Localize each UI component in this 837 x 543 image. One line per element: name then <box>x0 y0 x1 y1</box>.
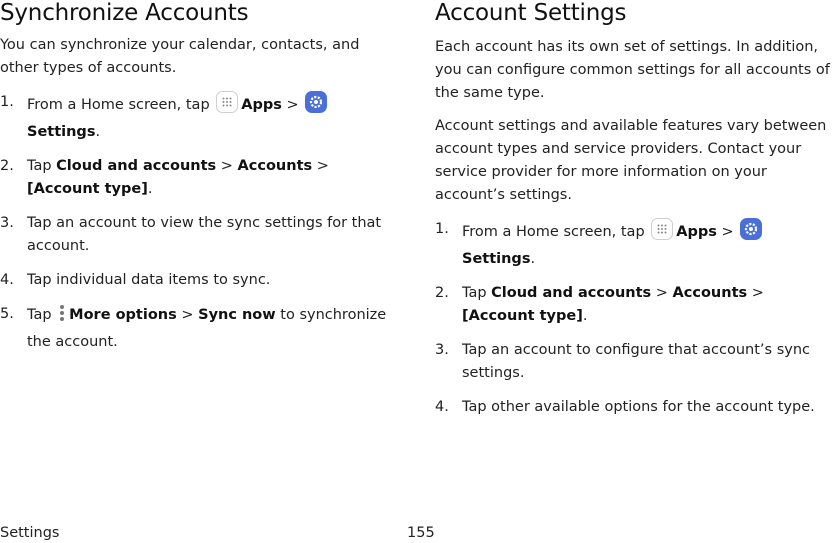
punctuation: . <box>95 124 101 140</box>
cloud-accounts-label: Cloud and accounts <box>56 158 217 174</box>
sync-steps <box>0 91 400 354</box>
settings-icon <box>740 218 762 248</box>
separator: > <box>721 224 734 240</box>
step-number: 4. <box>0 272 14 288</box>
accounts-label: Accounts <box>672 285 748 301</box>
step-number: 2. <box>0 158 14 174</box>
separator: > <box>316 158 329 174</box>
accounts-label: Accounts <box>237 158 313 174</box>
sync-step-2 <box>0 155 400 201</box>
step-number: 4. <box>435 399 449 415</box>
sync-now-label: Sync now <box>198 307 276 323</box>
settings-icon <box>305 91 327 121</box>
sync-step-1 <box>0 91 400 144</box>
apps-label: Apps <box>676 224 717 240</box>
account-settings-intro-2: Account settings and available features vary between account types and service providers. Contact your service provider for more information on your account’s settings. <box>435 118 827 203</box>
more-options-icon <box>58 303 66 331</box>
step-text: Tap individual data items to sync. <box>27 272 271 288</box>
separator: > <box>286 97 299 113</box>
right-column <box>435 0 835 430</box>
apps-icon <box>216 91 238 121</box>
step-text: to synchronize the account. <box>27 307 387 350</box>
separator: > <box>181 307 194 323</box>
more-options-label: More options <box>69 307 177 323</box>
sync-step-5 <box>0 303 400 354</box>
sync-step-3 <box>0 212 400 258</box>
step-text: Tap <box>462 285 487 301</box>
step-text: Tap an account to configure that account’s sync settings. <box>462 342 811 381</box>
account-step-2 <box>435 282 835 328</box>
sync-step-4 <box>0 269 400 292</box>
punctuation: . <box>582 308 588 324</box>
apps-label: Apps <box>241 97 282 113</box>
account-step-1 <box>435 218 835 271</box>
step-text: Tap <box>27 307 52 323</box>
step-number: 3. <box>435 342 449 358</box>
step-number: 5. <box>0 306 14 322</box>
page-number: 155 <box>407 525 435 541</box>
account-type-label: [Account type] <box>462 308 583 324</box>
apps-icon <box>651 218 673 248</box>
separator: > <box>655 285 668 301</box>
step-text: From a Home screen, tap <box>27 97 210 113</box>
sync-intro: You can synchronize your calendar, contacts, and other types of accounts. <box>0 37 360 76</box>
separator: > <box>220 158 233 174</box>
step-text: Tap an account to view the sync settings for that account. <box>27 215 382 254</box>
account-step-4 <box>435 396 835 419</box>
section-title-account-settings: Account Settings <box>435 0 627 26</box>
step-number: 1. <box>0 94 14 110</box>
step-text: From a Home screen, tap <box>462 224 645 240</box>
settings-label: Settings <box>27 124 96 140</box>
punctuation: . <box>530 251 536 267</box>
step-text: Tap other available options for the account type. <box>462 399 815 415</box>
account-step-3 <box>435 339 835 385</box>
settings-label: Settings <box>462 251 531 267</box>
step-number: 1. <box>435 221 449 237</box>
section-title-sync: Synchronize Accounts <box>0 0 249 26</box>
account-settings-intro-1: Each account has its own set of settings. In addition, you can configure common settings for all accounts of the same type. <box>435 39 830 101</box>
cloud-accounts-label: Cloud and accounts <box>491 285 652 301</box>
account-settings-steps <box>435 218 835 419</box>
separator: > <box>751 285 764 301</box>
left-column <box>0 0 400 365</box>
step-number: 2. <box>435 285 449 301</box>
step-number: 3. <box>0 215 14 231</box>
footer-section: Settings <box>0 525 60 541</box>
punctuation: . <box>147 181 153 197</box>
step-text: Tap <box>27 158 52 174</box>
account-type-label: [Account type] <box>27 181 148 197</box>
